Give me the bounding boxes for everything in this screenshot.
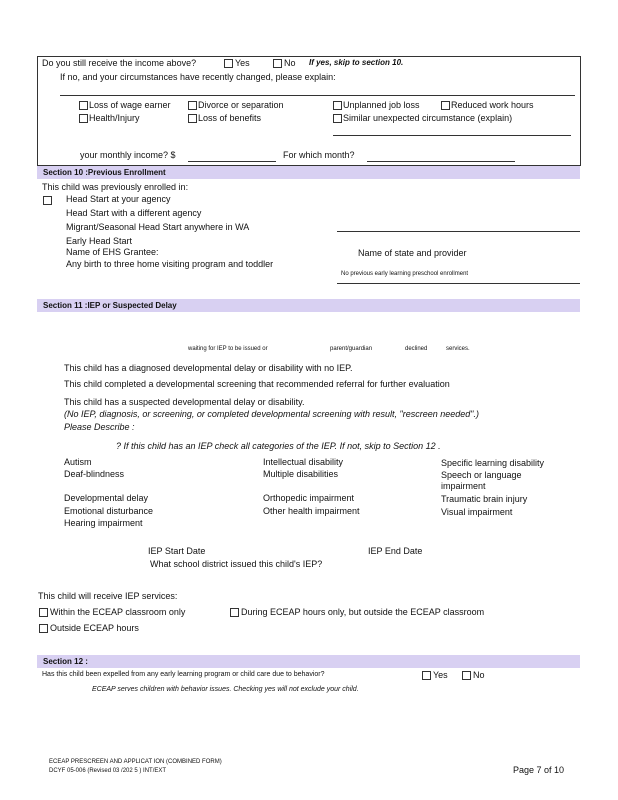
cat-traumatic: Traumatic brain injury [441, 494, 528, 504]
footer-form-number: DCYF 05-006 (Revised 03 /202 5 ) INT/EXT [49, 768, 167, 774]
svc-outside-checkbox[interactable] [39, 624, 48, 633]
unplanned-checkbox[interactable] [333, 101, 342, 110]
no-previous-label: No previous early learning preschool enrollment [341, 271, 469, 277]
footer-form-name: ECEAP PRESCREEN AND APPLICAT ION (COMBINED FORM) [49, 759, 222, 765]
prev-line-4: Early Head Start [66, 236, 133, 246]
iep-end-label: IEP End Date [368, 546, 423, 556]
income-yes-checkbox[interactable] [224, 59, 233, 68]
waiting-iep: waiting for IEP to be issued or [188, 346, 268, 352]
iep-start-label: IEP Start Date [148, 546, 206, 556]
reduced-checkbox[interactable] [441, 101, 450, 110]
prev-line-3: Migrant/Seasonal Head Start anywhere in WA [66, 222, 250, 232]
prev-enroll-checkbox[interactable] [43, 196, 52, 205]
section-12-title: Section 12 : [43, 657, 88, 666]
iep-statement-1: This child has a diagnosed developmental delay or disability with no IEP. [64, 363, 353, 373]
prev-enroll-intro: This child was previously enrolled in: [42, 182, 189, 192]
services-word: services. [446, 346, 470, 352]
which-month-label: For which month? [283, 150, 355, 160]
please-describe: Please Describe : [64, 422, 135, 432]
income-no-checkbox[interactable] [273, 59, 282, 68]
svc-during-checkbox[interactable] [230, 608, 239, 617]
cat-speech: Speech or language impairment [441, 470, 522, 491]
prev-line-2: Head Start with a different agency [66, 208, 202, 218]
income-question: Do you still receive the income above? [42, 58, 197, 68]
district-question: What school district issued this child's IEP? [150, 559, 323, 569]
health-checkbox[interactable] [79, 114, 88, 123]
expelled-question: Has this child been expelled from any early learning program or child care due to behavior? [42, 671, 325, 678]
loss-benefits-checkbox[interactable] [188, 114, 197, 123]
behavior-note: ECEAP serves children with behavior issues. Checking yes will not exclude your child. [92, 686, 359, 693]
loss-wage-checkbox[interactable] [79, 101, 88, 110]
monthly-income-field[interactable] [188, 161, 276, 162]
similar-checkbox[interactable] [333, 114, 342, 123]
reason-reduced: Reduced work hours [451, 100, 534, 110]
cat-intellectual: Intellectual disability [263, 457, 344, 467]
divorce-checkbox[interactable] [188, 101, 197, 110]
services-intro: This child will receive IEP services: [38, 591, 178, 601]
section-11-bar [37, 299, 580, 312]
iep-check-note: ? If this child has an IEP check all categories of the IEP. If not, skip to Section 12 . [116, 441, 441, 451]
reason-unplanned: Unplanned job loss [343, 100, 420, 110]
section-10-title: Section 10 :Previous Enrollment [43, 168, 166, 177]
section-10-bar [37, 166, 580, 179]
cat-multiple: Multiple disabilities [263, 469, 339, 479]
prev-line-5: Name of EHS Grantee: [66, 247, 159, 257]
income-no-label: No [284, 58, 296, 68]
svc-within-checkbox[interactable] [39, 608, 48, 617]
svc-within-label: Within the ECEAP classroom only [50, 607, 186, 617]
prev-line-3-field[interactable] [337, 231, 580, 232]
cat-developmental-delay: Developmental delay [64, 493, 149, 503]
cat-emotional: Emotional disturbance [64, 506, 154, 516]
cat-autism: Autism [64, 457, 92, 467]
expelled-no-checkbox[interactable] [462, 671, 471, 680]
section-11-title: Section 11 :IEP or Suspected Delay [43, 301, 177, 310]
reason-loss-wage: Loss of wage earner [89, 100, 171, 110]
reason-similar: Similar unexpected circumstance (explain) [343, 113, 513, 123]
parent-guardian: parent/guardian [330, 346, 373, 352]
reason-divorce: Divorce or separation [198, 100, 284, 110]
state-provider-label: Name of state and provider [358, 248, 467, 258]
iep-statement-3: This child has a suspected developmental delay or disability. [64, 397, 305, 407]
reason-loss-benefits: Loss of benefits [198, 113, 262, 123]
prev-line-6: Any birth to three home visiting program and toddler [66, 259, 274, 269]
explain-line [60, 95, 575, 96]
iep-statement-2: This child completed a developmental screening that recommended referral for further evaluation [64, 379, 450, 389]
cat-deaf-blindness: Deaf-blindness [64, 469, 125, 479]
explain-prompt: If no, and your circumstances have recently changed, please explain: [60, 72, 336, 82]
page-number: Page 7 of 10 [513, 765, 565, 775]
reason-health: Health/Injury [89, 113, 140, 123]
declined: declined [405, 346, 428, 352]
monthly-income-label: your monthly income? $ [80, 150, 176, 160]
svc-during-label: During ECEAP hours only, but outside the ECEAP classroom [241, 607, 485, 617]
similar-line [333, 135, 571, 136]
iep-statement-4: (No IEP, diagnosis, or screening, or completed developmental screening with result, "rescreen needed".) [64, 409, 479, 419]
prev-line-1: Head Start at your agency [66, 194, 171, 204]
cat-visual: Visual impairment [441, 507, 513, 517]
expelled-yes-checkbox[interactable] [422, 671, 431, 680]
expelled-yes-label: Yes [433, 670, 448, 680]
section-12-bar [37, 655, 580, 668]
cat-orthopedic: Orthopedic impairment [263, 493, 355, 503]
prev-bottom-line [337, 283, 580, 284]
svc-outside-label: Outside ECEAP hours [50, 623, 139, 633]
income-yes-label: Yes [235, 58, 250, 68]
which-month-field[interactable] [367, 161, 515, 162]
cat-hearing: Hearing impairment [64, 518, 143, 528]
expelled-no-label: No [473, 670, 485, 680]
cat-other-health: Other health impairment [263, 506, 360, 516]
cat-specific-learning: Specific learning disability [441, 458, 545, 468]
skip-note: If yes, skip to section 10. [309, 58, 404, 67]
